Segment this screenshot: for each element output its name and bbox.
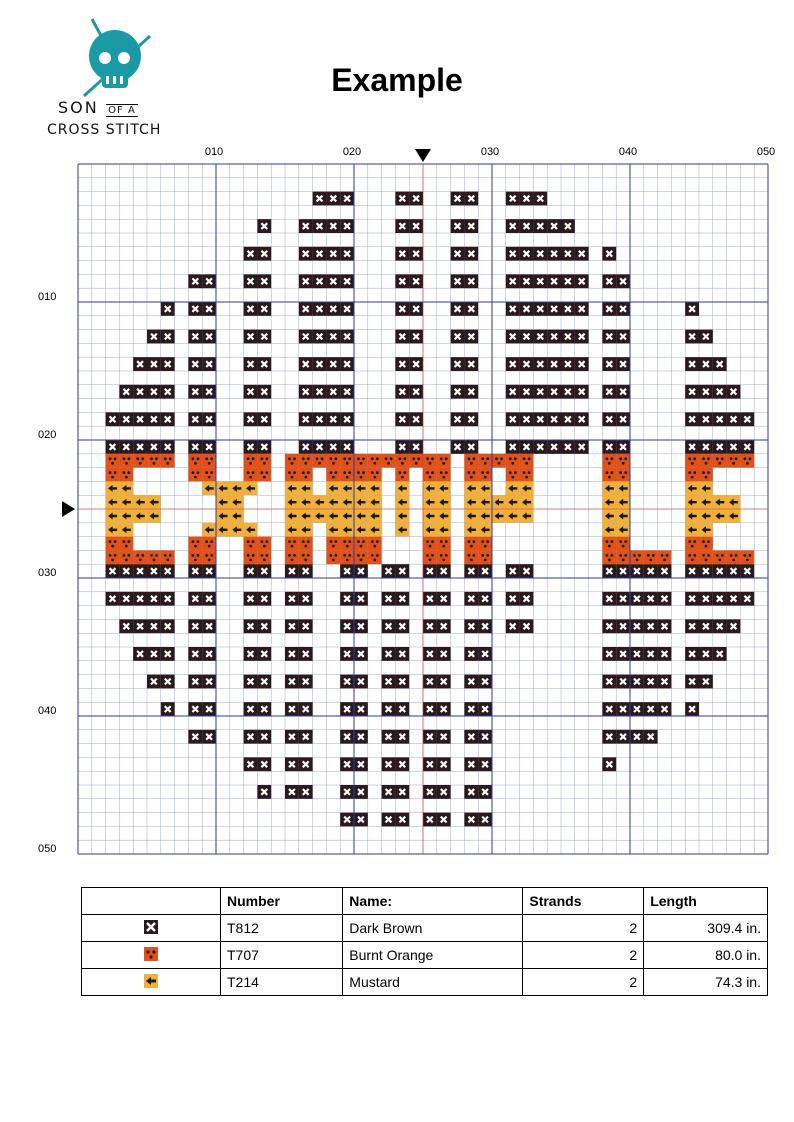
- axis-left-label: 040: [38, 705, 57, 717]
- legend-number: T707: [221, 942, 343, 969]
- legend-name: Burnt Orange: [343, 942, 523, 969]
- axis-left-label: 020: [38, 429, 57, 441]
- table-row: [82, 969, 768, 996]
- axis-left-label: 050: [38, 843, 57, 855]
- brand-line-1: SON OF A: [58, 98, 136, 117]
- legend-strands: 2: [523, 969, 644, 996]
- legend-length: 80.0 in.: [644, 942, 768, 969]
- legend-header-symbol: [82, 888, 221, 915]
- triangle-dots-icon: [144, 947, 158, 961]
- table-row: [82, 942, 768, 969]
- legend-length: 74.3 in.: [644, 969, 768, 996]
- legend-header-row: [82, 888, 768, 915]
- legend-header-strands: Strands: [523, 888, 644, 915]
- arrow-left-icon: [144, 974, 158, 988]
- legend-symbol: [82, 942, 221, 969]
- legend-name: Mustard: [343, 969, 523, 996]
- axis-left-label: 030: [38, 567, 57, 579]
- legend-number: T812: [221, 915, 343, 942]
- legend-symbol: [82, 969, 221, 996]
- axis-top-label: 050: [756, 146, 776, 158]
- thread-legend-table: [81, 887, 768, 996]
- table-row: [82, 915, 768, 942]
- legend-header-number: Number: [221, 888, 343, 915]
- legend-header-name: Name:: [343, 888, 523, 915]
- brand-line-2: CROSS STITCH: [47, 122, 162, 138]
- legend-length: 309.4 in.: [644, 915, 768, 942]
- cross-icon: [144, 920, 158, 934]
- legend-header-length: Length: [644, 888, 768, 915]
- legend-number: T214: [221, 969, 343, 996]
- axis-top-label: 020: [342, 146, 362, 158]
- page-title: Example: [331, 62, 463, 98]
- legend-symbol: [82, 915, 221, 942]
- axis-top-label: 030: [480, 146, 500, 158]
- legend-name: Dark Brown: [343, 915, 523, 942]
- legend-strands: 2: [523, 915, 644, 942]
- axis-left-label: 010: [38, 291, 57, 303]
- legend-strands: 2: [523, 942, 644, 969]
- axis-top-label: 010: [204, 146, 224, 158]
- axis-top-label: 040: [618, 146, 638, 158]
